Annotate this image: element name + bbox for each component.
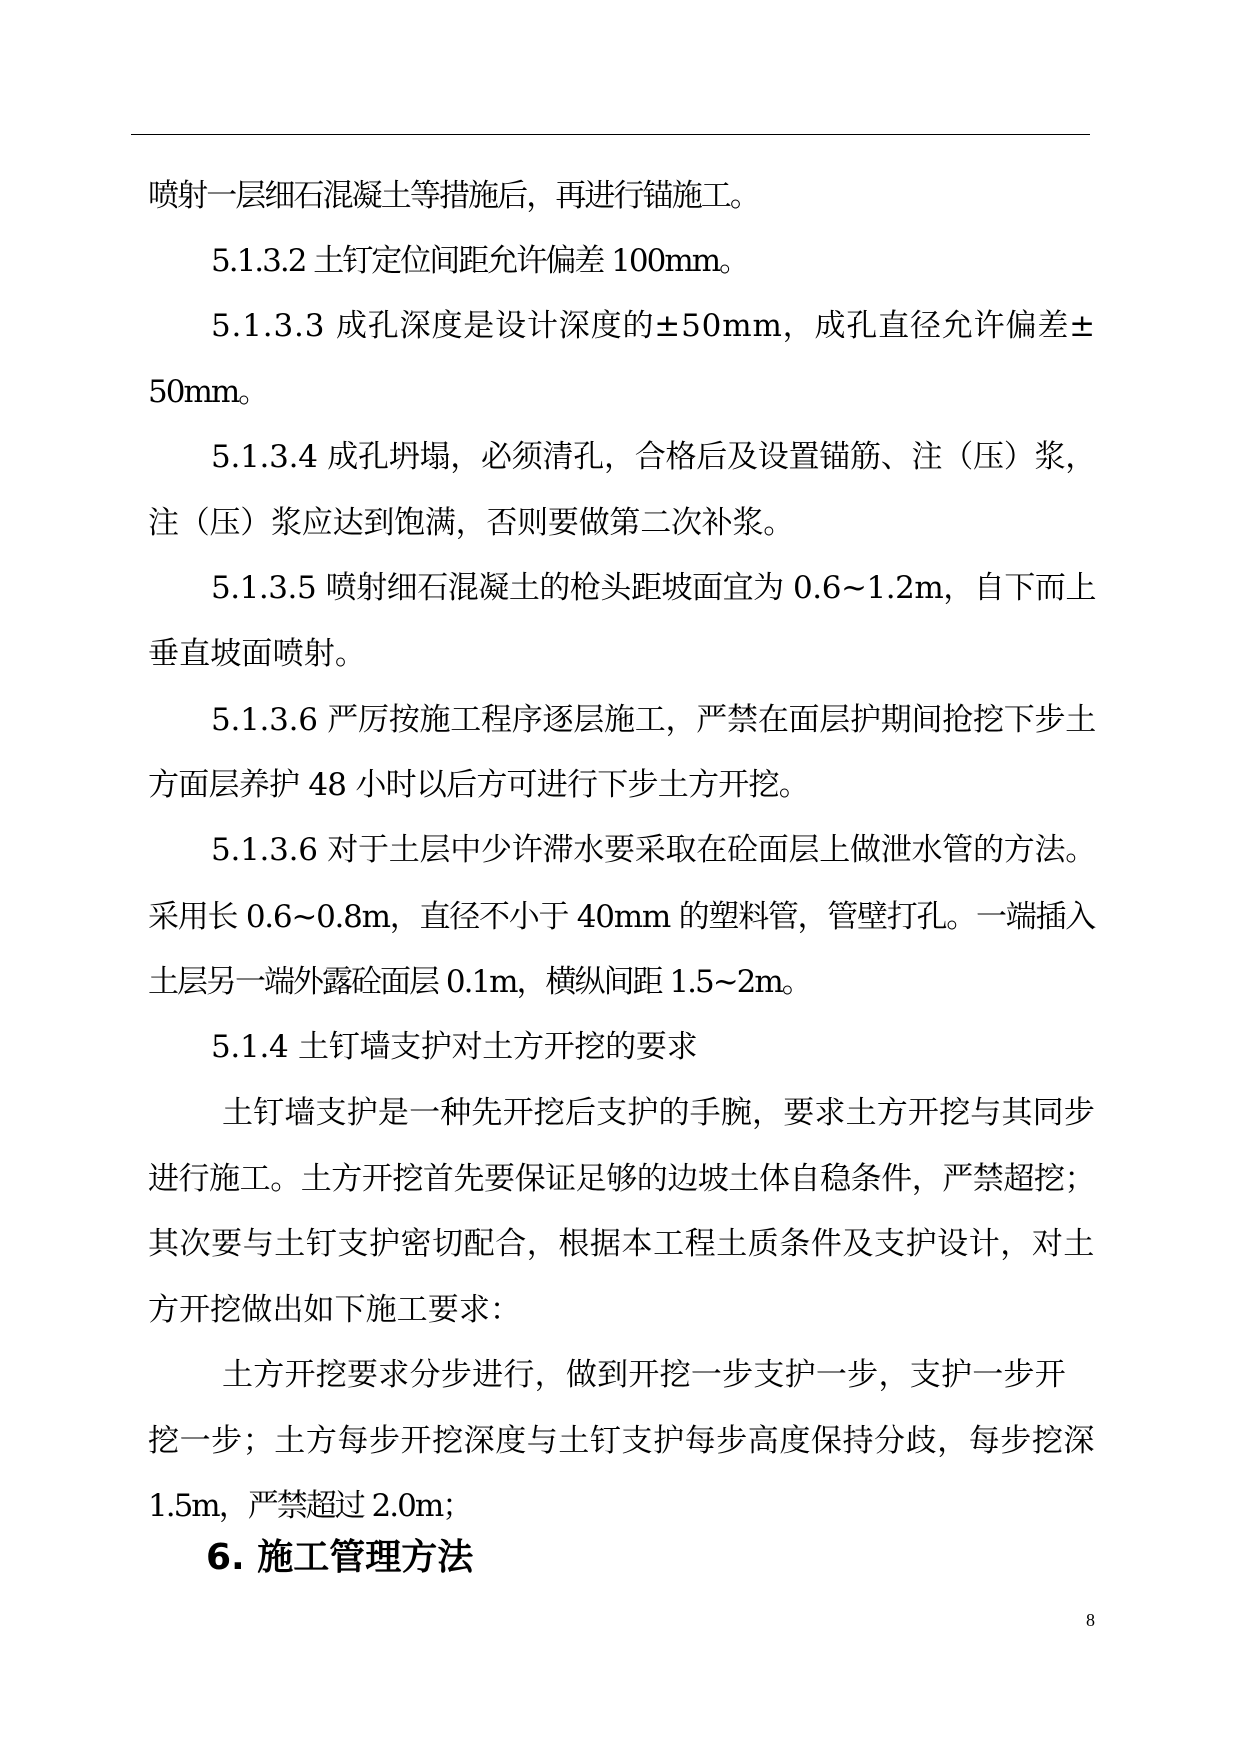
text-line-5-1-4: 5.1.4 土钉墙支护对土方开挖的要求	[211, 1029, 698, 1065]
section-heading: 6. 施工管理方法	[206, 1537, 474, 1578]
text-line-5-1-3-4: 5.1.3.4 成孔坍塌，必须清孔，合格后及设置锚筋、注（压）浆，	[211, 439, 1096, 475]
text-line-5-1-3-6-b: 5.1.3.6 对于土层中少许滞水要采取在砼面层上做泄水管的方法。	[211, 832, 1096, 868]
text-line-5-1-3-5-cont: 垂直坡面喷射。	[148, 636, 366, 672]
text-line-para2-cont1: 挖一步；土方每步开挖深度与土钉支护每步高度保持分歧，每步挖深	[148, 1423, 1095, 1459]
text-line-para2: 土方开挖要求分步进行，做到开挖一步支护一步，支护一步开	[222, 1357, 1066, 1393]
text-line-continuation: 喷射一层细石混凝土等措施后，再进行锚施工。	[148, 178, 759, 214]
text-line-5-1-3-6-b-cont2: 土层另一端外露砼面层 0.1m，横纵间距 1.5~2m。	[148, 964, 811, 1000]
text-line-para1-cont1: 进行施工。土方开挖首先要保证足够的边坡土体自稳条件，严禁超挖；	[148, 1161, 1095, 1197]
text-line-5-1-3-6-a: 5.1.3.6 严厉按施工程序逐层施工，严禁在面层护期间抢挖下步土	[211, 702, 1096, 738]
text-line-para1-cont2: 其次要与土钉支护密切配合，根据本工程土质条件及支护设计，对土	[148, 1226, 1095, 1262]
text-line-5-1-3-5: 5.1.3.5 喷射细石混凝土的枪头距坡面宜为 0.6~1.2m，自下而上	[211, 570, 1096, 606]
text-line-5-1-3-2: 5.1.3.2 土钉定位间距允许偏差 100mm。	[211, 243, 749, 279]
header-rule	[131, 134, 1090, 135]
text-line-para2-cont2: 1.5m，严禁超过 2.0m；	[148, 1488, 472, 1524]
text-line-5-1-3-3: 5.1.3.3 成孔深度是设计深度的±50mm，成孔直径允许偏差±	[211, 308, 1096, 344]
page-number: 8	[1086, 1610, 1095, 1630]
text-line-para1: 土钉墙支护是一种先开挖后支护的手腕，要求土方开挖与其同步	[222, 1095, 1095, 1131]
text-line-5-1-3-6-a-cont: 方面层养护 48 小时以后方可进行下步土方开挖。	[148, 767, 809, 803]
text-line-5-1-3-4-cont: 注（压）浆应达到饱满，否则要做第二次补浆。	[148, 505, 794, 541]
text-line-para1-cont3: 方开挖做出如下施工要求：	[148, 1292, 521, 1328]
text-line-5-1-3-6-b-cont1: 采用长 0.6~0.8m，直径不小于 40mm 的塑料管，管壁打孔。一端插入	[148, 899, 1095, 935]
text-line-5-1-3-3-cont: 50mm。	[148, 374, 268, 410]
